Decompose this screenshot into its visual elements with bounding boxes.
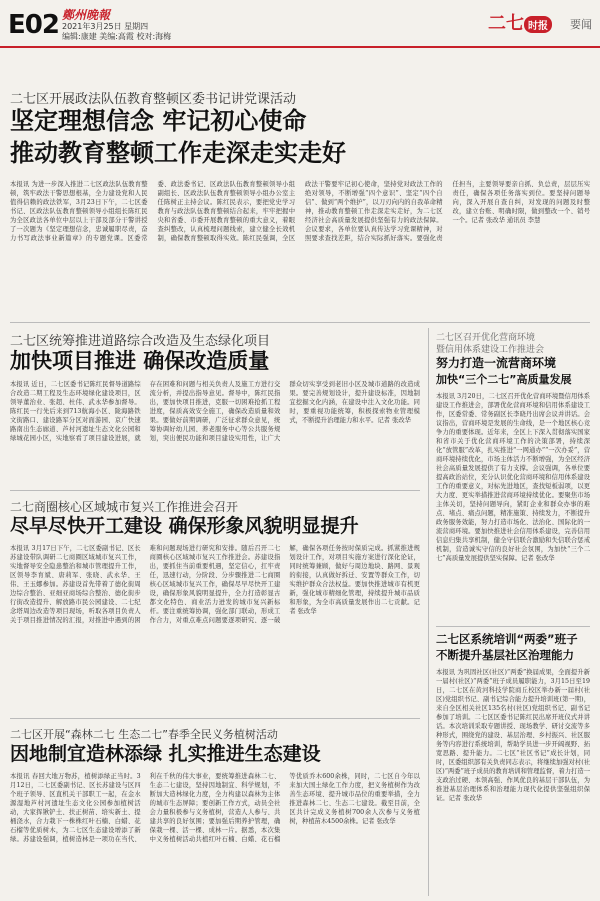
sidebar-divider	[428, 328, 429, 896]
sidebar1-kicker-2: 暨信用体系建设工作推进会	[436, 345, 545, 355]
divider-1	[10, 322, 590, 323]
article4-kicker: 二七区开展“森林二七 生态二七”春季全民义务植树活动	[10, 728, 278, 741]
sidebar1-body: 本报讯 3月20日，二七区召开优化营商环境暨信用体系建设工作推进会，部署优化营商环境和信用体系建设工作，区委常委、常务副区长李晓丹出席会议并讲话。会议指出，营商环境是发展的生命线，是一个地区核心竞争力的重要体现。近年来，全区上下深入贯彻落实国家和省市关于优化营商环境工作的决策部署，持续深化“放管服”改革，扎实推进“一网通办”“一次办妥”，营商环境持续优化，市场主体活力不断增强，为全区经济社会高质量发展提供了有力支撑。会议强调，各单位要提高政治站位，充分认识优化营商环境和信用体系建设工作的重要意义，对标先进地区，查找短板弱项，以更大力度、更实举措推进营商环境持续优化。要聚焦市场主体关切，坚持问题导向，紧盯企业和群众办事的难点、堵点、痛点问题，精准施策、持续发力，不断提升政务服务效能，努力打造市场化、法治化、国际化的一流营商环境。要加快推进社会信用体系建设，完善信用信息归集共享机制，健全守信联合激励和失信联合惩戒机制，营造诚实守信的良好社会氛围，为加快“三个二七”高质量发展提供坚实保障。记者 张改华	[436, 393, 590, 562]
article3-headline: 尽早尽快开工建设 确保形象风貌明显提升	[10, 515, 359, 537]
article1-kicker: 二七区开展政法队伍教育整顿区委书记讲党课活动	[10, 92, 297, 107]
section-brand-text: 二七	[488, 13, 524, 34]
divider-2	[10, 490, 420, 491]
article1-headline-1: 坚定理想信念 牢记初心使命	[10, 107, 307, 135]
article4-headline: 因地制宜造林添绿 扎实推进生态建设	[10, 743, 321, 765]
sidebar1-headline-1: 努力打造一流营商环境	[436, 356, 557, 370]
sidebar2-body: 本报讯 为巩固社区(社区)“两委”换届成果，全面提升新一届村(社区)“两委”班子成员履职能力，3月15日至19日，二七区在黄河科技学院商丘校区举办新一届村(社区)党组织书记、副书记综合能力提升培训班(第一期)，来自全区相关社区135名村(社区)党组织书记、副书记参加了培训。二七区区委书记陈红民出席开班仪式并讲话。本次培训采取专题讲授、现场教学、研讨交流等多种形式，围绕党的建设、基层治理、乡村振兴、社区服务等内容进行系统培训，帮助学员进一步开阔视野、拓宽思路、提升能力。二七区“社区书记”成长计划，同时，区委组织部有关负责同志表示，将继续加强对村(社区)“两委”班子成员的教育培训和管理监督，着力打造一支政治过硬、本领高强、作风优良的基层干部队伍，为推进基层治理体系和治理能力现代化提供坚强组织保证。记者 张改华	[436, 669, 590, 802]
article3-kicker: 二七商圈核心区域城市复兴工作推进会召开	[10, 500, 239, 514]
article1-body: 本报讯 为进一步深入推进二七区政法队伍教育整顿，筑牢政法干警思想根基，全力建设党和人民值得信赖的政法铁军，3月23日下午，二七区委书记、区政法队伍教育整顿领导小组组长陈红民为全区政法各单位中层以上干部及部分干警讲授了一次题为《坚定理想信念，忠诚履职尽责，奋力书写政法事业新篇章》的专题党课。区委常委、政法委书记、区政法队伍教育整顿领导小组副组长、区政法队伍教育整顿领导小组办公室主任陈树正主持会议。陈红民表示，要把党史学习教育与政法队伍教育整顿结合起来，牢牢把握中央和省委、市委开展教育整顿的重大意义，着眼查纠整改，认真梳理问题线索，建立健全长效机制，确保教育整顿取得实效。陈红民强调，全区政法干警要牢记初心使命，坚持党对政法工作的绝对领导，不断增强“四个意识”、坚定“四个自信”、做到“两个维护”，以刀刃向内的自我革命精神，推动教育整顿工作走深走实走好，为二七区经济社会高质量发展提供坚强有力的政法保障。会议要求，各单位要认真传达学习党课精神，对照要求查找差距，结合实际抓好落实。要强化责任担当，主要领导要亲自抓、负总责，层层压实责任，确保各项任务落实到位。要坚持问题导向，深入开展自查自纠，对发现的问题及时整改，建立台账、明确时限，做到整改一个、销号一个。记者 张改华 通讯员 李慧	[10, 181, 590, 242]
sidebar1-headline-2: 加快“三个二七”高质量发展	[436, 373, 572, 386]
sidebar2-headline-2: 不断提升基层社区治理能力	[436, 648, 574, 662]
masthead	[0, 0, 600, 48]
date-line: 2021年3月25日 星期四	[62, 22, 149, 31]
article1-headline-2: 推动教育整顿工作走深走实走好	[10, 139, 346, 167]
article2-kicker: 二七区统筹推进道路综合改造及生态绿化项目	[10, 334, 271, 349]
article4-body: 本报讯 春回大地万物苏，植树添绿正当时。3月12日，二七区委副书记、区长苏建设与区四个班子领导、区直机关干部职工一起，在金水源湿地芦村河遗址生态文化公园参加植树活动，大家挥锹铲土、扶正树苗、培实新土、提桶浇水，合力栽下一株株红叶石楠、白蜡、花石榴等优质树木，为二七区生态建设增添了新绿。苏建设强调，植树造林是一项功在当代、利在千秋的伟大事业，要统筹推进森林二七、生态二七建设，坚持因地制宜、科学规划，不断加大造林绿化力度，全力构建以森林为主体的城市生态屏障；要创新工作方式，动员全社会力量积极参与义务植树，营造人人参与、共建共享的良好氛围；要加强后期养护管理，确保栽一棵、活一棵、成林一片。据悉，本次集中义务植树活动共植红叶石楠、白蜡、花石榴等优质乔木600余株，同时，二七区自今年以来加大国土绿化工作力度，把义务植树作为改善生态环境、提升城市品位的重要举措，全力推进森林二七、生态二七建设。截至目前，全区共计完成义务植树700余人次参与义务植树，种植苗木4500余株。记者 张改华	[10, 773, 420, 843]
sidebar2-headline-1: 二七区系统培训“两委”班子	[436, 632, 578, 646]
divider-4	[436, 626, 590, 627]
issue-info	[62, 22, 171, 42]
section-name: 要闻	[570, 18, 592, 31]
article2-headline: 加快项目推进 确保改造质量	[10, 349, 270, 373]
paper-logo: 鄭州晚報	[62, 8, 111, 22]
divider-3	[10, 718, 420, 719]
article3-body: 本报讯 3月17日下午，二七区委副书记、区长苏建设带队调研二七商圈区域城市复兴工作，实地督导安全隐患整治和城市管理提升工作，区领导李育斌、唐莉军、张晓、武永华、王伟、王玉娜参加。苏建设首先带着了德化街周边综合整治、亚细亚商场综合整治、德化街步行街改造提升、解放路市民公园建设、二七纪念塔周边改造等项目现场，听取各项目负责人关于项目推进情况的汇报，对推进中遇到的困难和问题现场进行研究和安排。随后召开二七商圈核心区域城市复兴工作推进会。苏建设指出，要抓住当前重要机遇，坚定信心，扛牢责任，迅速行动，分阶段、分步骤推进二七商圈核心区域城市复兴工作，确保尽早尽快开工建设，确保形象风貌明显提升，全力打造彰显古都文化特色、商业活力迸发的城市复兴新标杆。要注重统筹协调，强化部门联动，形成工作合力，对重点难点问题要逐项研究、逐一破解，确保各项任务按时保质完成。抓紧推进规划设计工作，对项目实施方案进行深化论证，同时统筹兼顾，做好与周边地块、路网、景观的衔接，认真做好拆迁、安置等群众工作，切实维护群众合法权益。要加快推进城市有机更新，强化城市精细化管理，持续提升城市品质和形象，为全市高质量发展作出二七贡献。记者 张改华	[10, 545, 420, 624]
section-tag: 时报	[524, 16, 552, 33]
editors-line: 编辑:康建 美编:高霞 校对:海梅	[62, 32, 172, 41]
sidebar1-kicker-1: 二七区召开优化营商环境	[436, 333, 536, 343]
article2-body: 本报讯 近日，二七区委书记陈红民督导道路综合改造二期工程及生态环境绿化建设项目，区领导董治业、张超、杜伟、武永华参加督导。陈红民一行先后来到713航海小区、陇海路铁文街路口、建设路军分区对面游园、京广快速路南出生态廊道、芦村河遗址生态文化公园和绿城花园小区，实地察看了项目建设进展，就存在困难和问题与相关负责人及施工方进行交流分析，并提出指导意见。督导中，陈红民指出，要加快项目推进，克服一切困难抢抓工程进度，保质高效安全施工，确保改造质量和效果。要做好前期调研，广泛征求群众意见，统筹协调好幼儿园、养老服务中心等公共服务规划，突出便民功能和项目建设实用性，让广大群众切实享受到老旧小区及城市道路的改造成果。要完善规划设计，提升建设标准，因地制宜挖掘文化内涵，在建设中注入文化功能。同时，要重视功能统筹，积极探索物业管理模式，不断提升治理能力和水平。记者 张改华	[10, 381, 420, 442]
section-brand	[488, 9, 552, 35]
page-number: E02	[8, 10, 59, 40]
